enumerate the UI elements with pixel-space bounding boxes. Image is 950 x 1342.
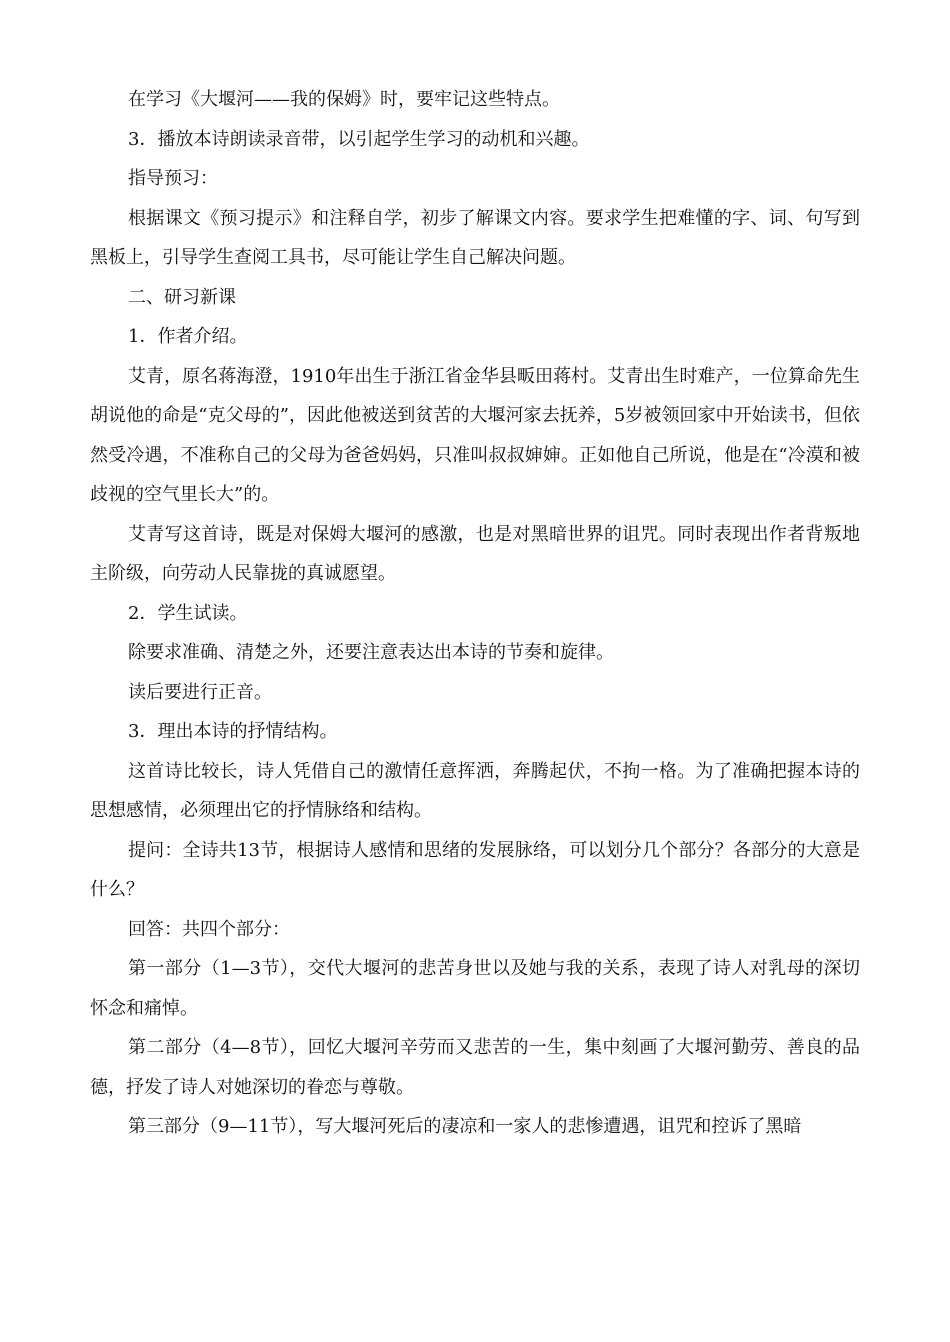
paragraph-pronunciation: 读后要进行正音。 — [128, 681, 272, 703]
section-heading-new-lesson: 二、研习新课 — [128, 286, 236, 308]
paragraph-reading-requirements: 除要求准确、清楚之外，还要注意表达出本诗的节奏和旋律。 — [128, 642, 614, 663]
paragraph-trial-reading-heading: 2．学生试读。 — [128, 602, 248, 624]
paragraph-part-three: 第三部分（9—11节），写大堰河死后的凄凉和一家人的悲惨遭遇，诅咒和控诉了黑暗 — [128, 1116, 802, 1137]
document-body — [90, 80, 860, 1147]
paragraph-intro-end: 在学习《大堰河——我的保姆》时，要牢记这些特点。 — [128, 89, 560, 110]
paragraph-structure-intro: 这首诗比较长，诗人凭借自己的激情任意挥洒，奔腾起伏，不拘一格。为了准确把握本诗的思想感情，必须理出它的抒情脉络和结构。 — [90, 760, 860, 821]
paragraph-structure-heading: 3．理出本诗的抒情结构。 — [128, 721, 338, 742]
paragraph-answer: 回答：共四个部分： — [128, 918, 290, 940]
paragraph-author-bio: 艾青，原名蒋海澄，1910年出生于浙江省金华县畈田蒋村。艾青出生时难产，一位算命先生胡说他的命是“克父母的”，因此他被送到贫苦的大堰河家去抚养，5岁被领回家中开始读书，但依然受冷遇，不准称自己的父母为爸爸妈妈，只准叫叔叔婶婶。正如他自己所说，他是在“冷漠和被歧视的空气里长大”的。 — [90, 365, 860, 505]
paragraph-part-two: 第二部分（4—8节），回忆大堰河辛劳而又悲苦的一生，集中刻画了大堰河勤劳、善良的品德，抒发了诗人对她深切的眷恋与尊敬。 — [90, 1037, 860, 1098]
paragraph-part-one: 第一部分（1—3节），交代大堰河的悲苦身世以及她与我的关系，表现了诗人对乳母的深切怀念和痛悼。 — [90, 958, 860, 1019]
paragraph-author-heading: 1．作者介绍。 — [128, 326, 248, 347]
paragraph-preview-heading: 指导预习： — [128, 168, 218, 189]
paragraph-question: 提问：全诗共13节，根据诗人感情和思绪的发展脉络，可以划分几个部分？各部分的大意是什么？ — [90, 839, 860, 900]
paragraph-preview-instructions: 根据课文《预习提示》和注释自学，初步了解课文内容。要求学生把难懂的字、词、句写到黑板上，引导学生查阅工具书，尽可能让学生自己解决问题。 — [90, 207, 860, 268]
paragraph-step-3-recording: 3．播放本诗朗读录音带，以引起学生学习的动机和兴趣。 — [128, 128, 590, 150]
paragraph-poem-purpose: 艾青写这首诗，既是对保姆大堰河的感激，也是对黑暗世界的诅咒。同时表现出作者背叛地主阶级，向劳动人民靠拢的真诚愿望。 — [90, 523, 860, 584]
